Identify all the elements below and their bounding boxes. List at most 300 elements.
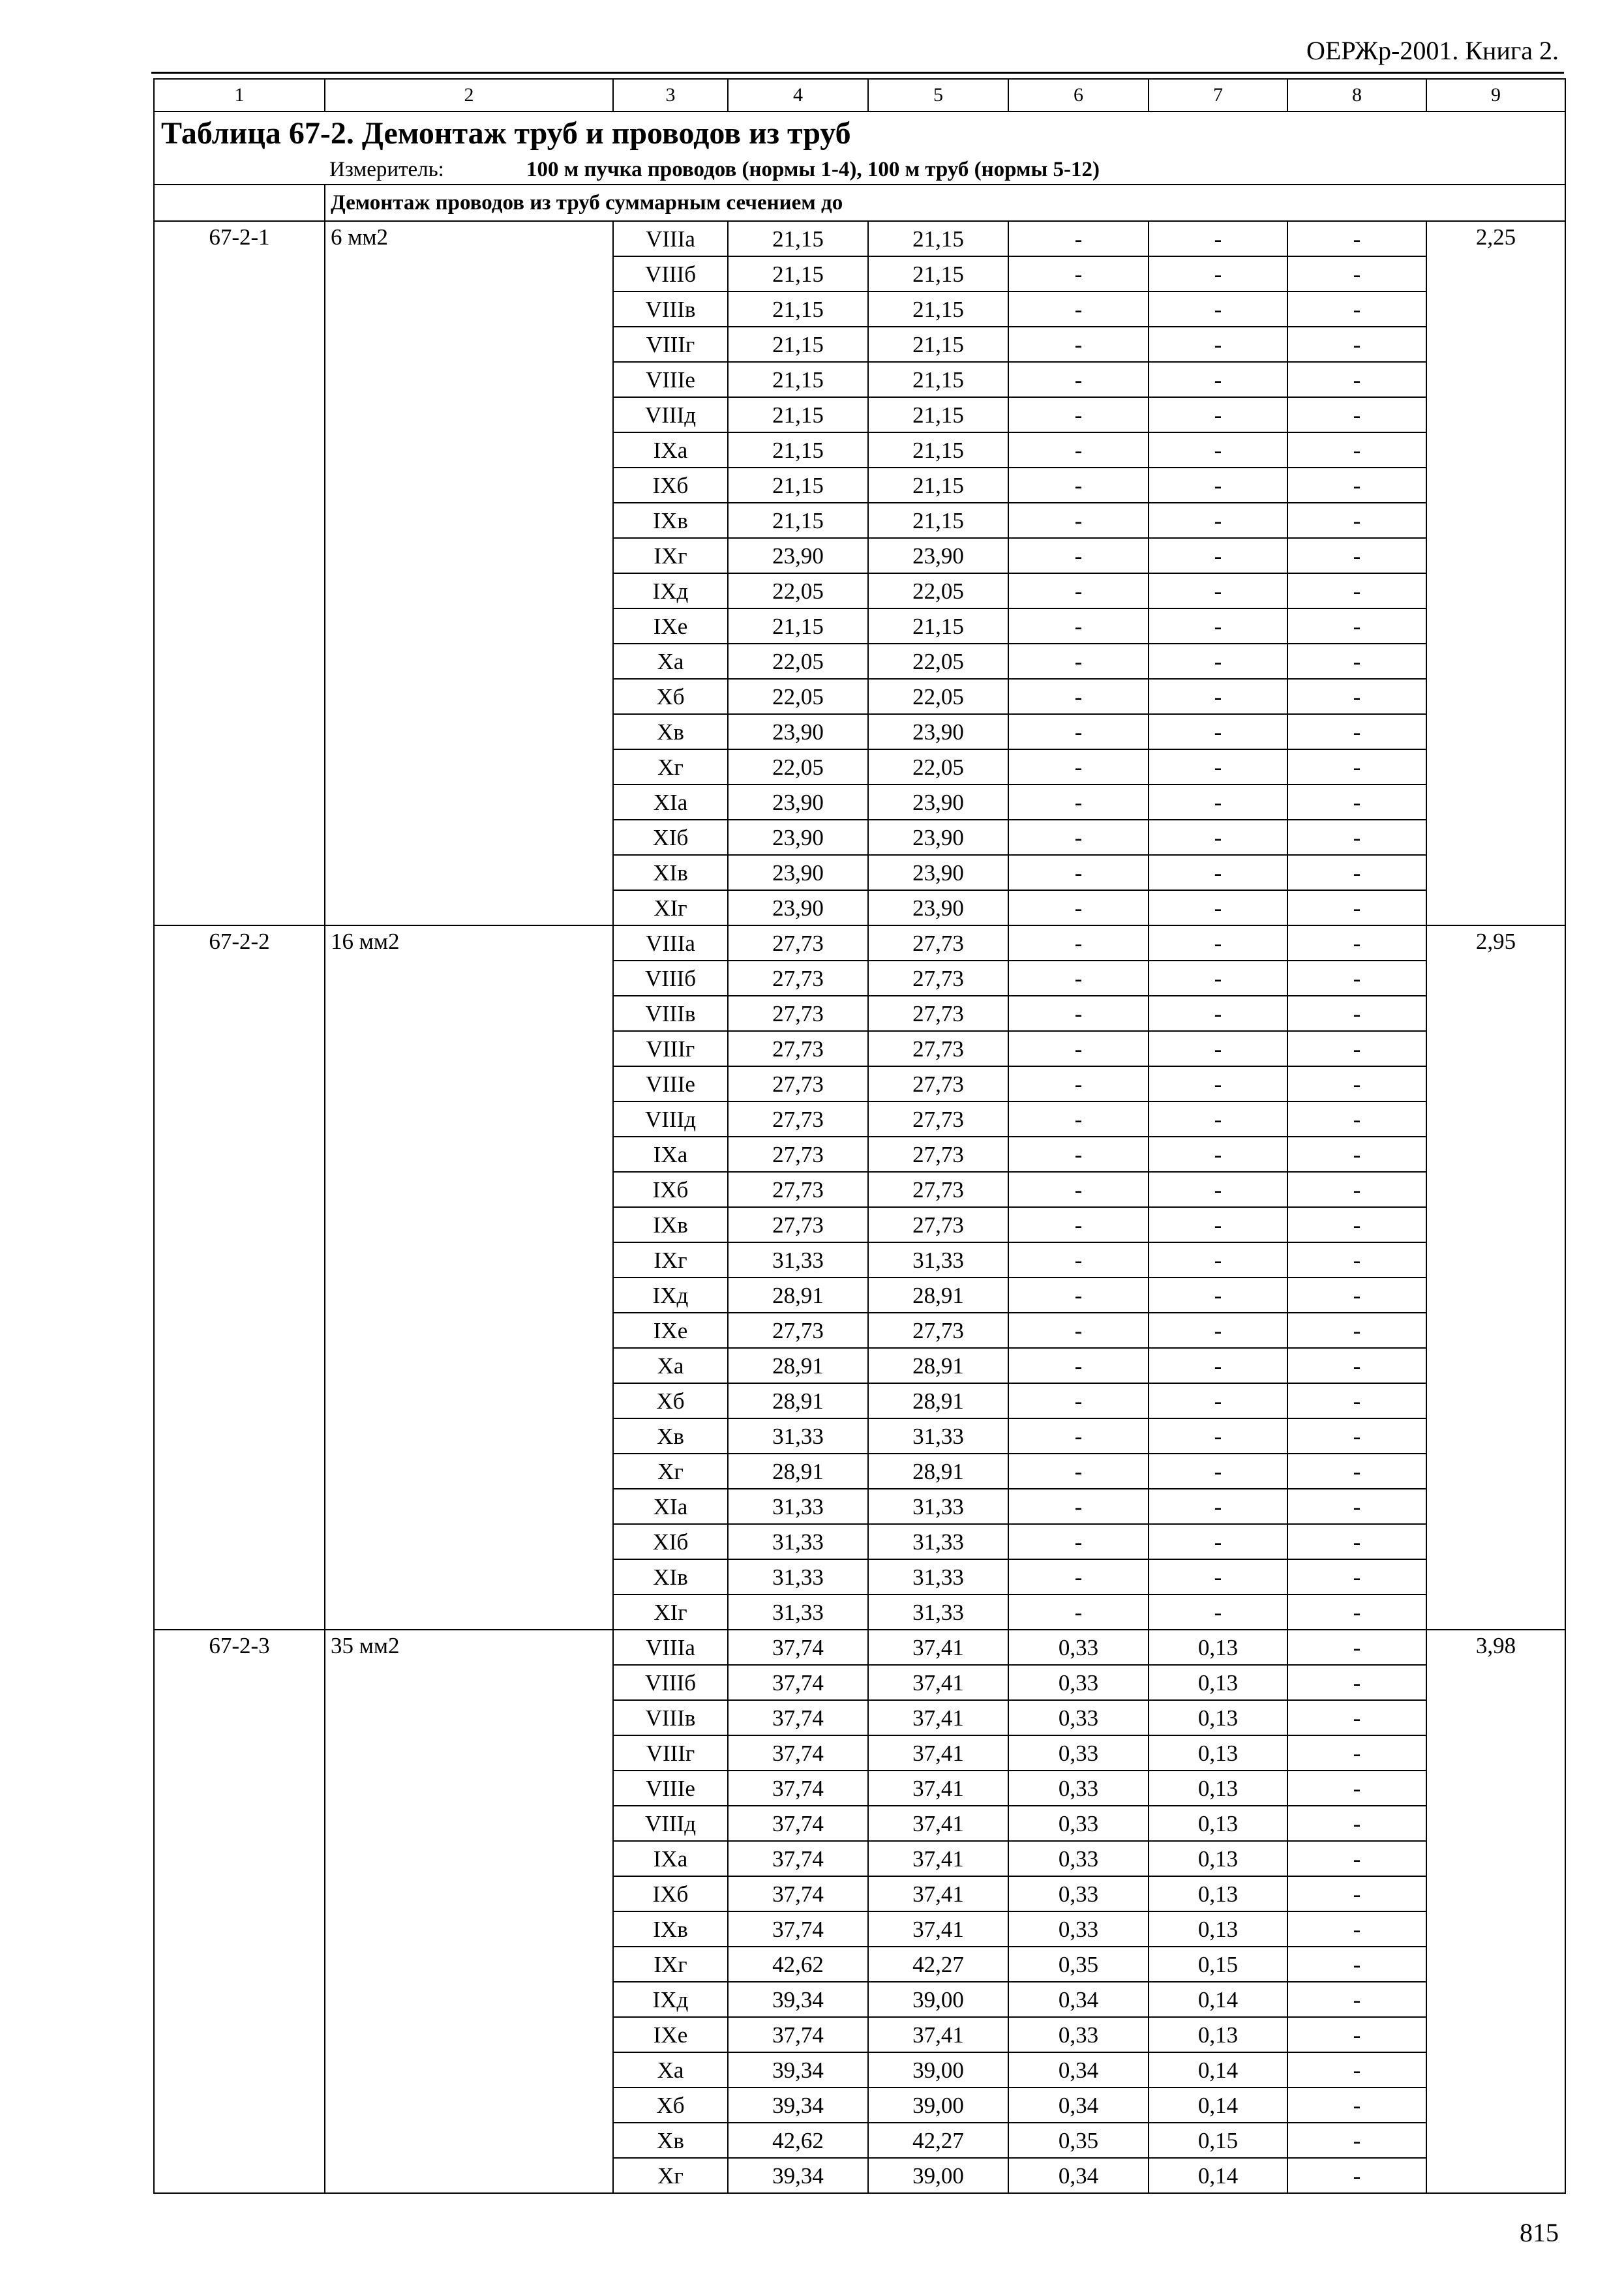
norms-table bbox=[153, 78, 1566, 2194]
table-cell: - bbox=[1149, 890, 1287, 925]
table-cell: - bbox=[1008, 256, 1149, 292]
table-cell: 22,05 bbox=[868, 644, 1008, 679]
table-cell: - bbox=[1149, 1524, 1287, 1559]
table-cell: 0,35 bbox=[1008, 2123, 1149, 2158]
table-cell: - bbox=[1287, 327, 1426, 362]
table-cell: 39,00 bbox=[868, 2158, 1008, 2193]
table-cell: IXг bbox=[613, 1947, 728, 1982]
table-cell: - bbox=[1287, 2087, 1426, 2123]
table-cell: - bbox=[1008, 1066, 1149, 1101]
table-cell: - bbox=[1287, 1313, 1426, 1348]
table-cell: 22,05 bbox=[868, 573, 1008, 608]
table-cell: IXд bbox=[613, 1982, 728, 2017]
table-cell: 21,15 bbox=[868, 362, 1008, 397]
column-number: 4 bbox=[728, 79, 868, 112]
table-cell: - bbox=[1008, 1207, 1149, 1242]
table-title: Таблица 67-2. Демонтаж труб и проводов из труб bbox=[154, 112, 1565, 155]
table-cell: - bbox=[1287, 1700, 1426, 1735]
table-cell: - bbox=[1149, 1101, 1287, 1137]
table-cell: 0,15 bbox=[1149, 2123, 1287, 2158]
table-cell: 42,62 bbox=[728, 2123, 868, 2158]
table-cell: 31,33 bbox=[868, 1524, 1008, 1559]
table-cell: 39,00 bbox=[868, 2052, 1008, 2087]
table-cell: - bbox=[1149, 432, 1287, 468]
table-cell: 0,33 bbox=[1008, 1806, 1149, 1841]
table-cell: 37,41 bbox=[868, 1735, 1008, 1771]
table-cell: - bbox=[1149, 1137, 1287, 1172]
table-cell: IXб bbox=[613, 1876, 728, 1911]
table-cell: - bbox=[1149, 221, 1287, 256]
table-cell: 39,00 bbox=[868, 1982, 1008, 2017]
table-cell: - bbox=[1008, 1031, 1149, 1066]
table-cell: 27,73 bbox=[728, 1313, 868, 1348]
table-cell: - bbox=[1149, 1559, 1287, 1594]
measure-label: Измеритель: bbox=[329, 157, 444, 181]
table-cell: 39,34 bbox=[728, 2087, 868, 2123]
table-cell: - bbox=[1008, 608, 1149, 644]
table-cell: 37,41 bbox=[868, 1911, 1008, 1947]
table-cell: - bbox=[1287, 1876, 1426, 1911]
norm-name: 6 мм2 bbox=[325, 221, 613, 925]
table-cell: - bbox=[1287, 1630, 1426, 1665]
table-cell: 23,90 bbox=[728, 890, 868, 925]
table-cell: 21,15 bbox=[728, 362, 868, 397]
table-cell: 37,74 bbox=[728, 1735, 868, 1771]
table-cell: 0,33 bbox=[1008, 1876, 1149, 1911]
table-cell: - bbox=[1008, 855, 1149, 890]
table-cell: 21,15 bbox=[868, 608, 1008, 644]
table-cell: - bbox=[1287, 1594, 1426, 1630]
table-cell: - bbox=[1149, 538, 1287, 573]
table-cell: - bbox=[1008, 1313, 1149, 1348]
table-cell: - bbox=[1287, 1137, 1426, 1172]
table-cell: - bbox=[1008, 432, 1149, 468]
norm-extra-value: 3,98 bbox=[1426, 1630, 1565, 2193]
table-cell: 21,15 bbox=[868, 221, 1008, 256]
table-cell: XIв bbox=[613, 1559, 728, 1594]
table-cell: 31,33 bbox=[728, 1418, 868, 1454]
table-cell: 28,91 bbox=[728, 1454, 868, 1489]
table-cell: - bbox=[1149, 961, 1287, 996]
table-cell: VIIIб bbox=[613, 1665, 728, 1700]
table-cell: VIIIв bbox=[613, 1700, 728, 1735]
measure-cell bbox=[154, 155, 1565, 185]
table-cell: - bbox=[1149, 327, 1287, 362]
table-cell: 0,14 bbox=[1149, 2087, 1287, 2123]
table-cell: IXе bbox=[613, 2017, 728, 2052]
table-cell: 37,74 bbox=[728, 1876, 868, 1911]
table-cell: - bbox=[1149, 1313, 1287, 1348]
table-cell: 27,73 bbox=[728, 1031, 868, 1066]
table-cell: VIIIе bbox=[613, 1066, 728, 1101]
norm-code: 67-2-1 bbox=[154, 221, 325, 925]
table-cell: - bbox=[1008, 679, 1149, 714]
table-cell: - bbox=[1149, 820, 1287, 855]
table-cell: 23,90 bbox=[728, 785, 868, 820]
table-cell: - bbox=[1008, 1172, 1149, 1207]
table-cell: IXе bbox=[613, 1313, 728, 1348]
table-cell: - bbox=[1149, 362, 1287, 397]
table-cell: - bbox=[1287, 468, 1426, 503]
table-cell: 21,15 bbox=[868, 327, 1008, 362]
table-cell: 27,73 bbox=[728, 961, 868, 996]
table-cell: 22,05 bbox=[868, 749, 1008, 785]
table-cell: 23,90 bbox=[868, 890, 1008, 925]
table-cell: - bbox=[1008, 221, 1149, 256]
table-cell: IXа bbox=[613, 432, 728, 468]
table-cell: - bbox=[1149, 1172, 1287, 1207]
table-cell: 0,33 bbox=[1008, 1911, 1149, 1947]
table-cell: - bbox=[1287, 820, 1426, 855]
table-row bbox=[154, 1630, 1565, 1665]
table-cell: 27,73 bbox=[868, 1101, 1008, 1137]
table-cell: 21,15 bbox=[728, 221, 868, 256]
table-cell: IXб bbox=[613, 468, 728, 503]
table-cell: - bbox=[1287, 1066, 1426, 1101]
column-number: 9 bbox=[1426, 79, 1565, 112]
table-cell: 28,91 bbox=[728, 1383, 868, 1418]
table-cell: IXв bbox=[613, 503, 728, 538]
table-cell: 0,34 bbox=[1008, 2052, 1149, 2087]
table-cell: IXа bbox=[613, 1841, 728, 1876]
table-cell: 27,73 bbox=[728, 1172, 868, 1207]
table-cell: - bbox=[1008, 1383, 1149, 1418]
table-cell: 22,05 bbox=[868, 679, 1008, 714]
table-cell: 22,05 bbox=[728, 573, 868, 608]
table-cell: - bbox=[1287, 1242, 1426, 1278]
table-cell: - bbox=[1149, 925, 1287, 961]
table-cell: 31,33 bbox=[868, 1418, 1008, 1454]
table-row bbox=[154, 221, 1565, 256]
table-cell: 39,00 bbox=[868, 2087, 1008, 2123]
table-cell: 31,33 bbox=[868, 1559, 1008, 1594]
table-cell: - bbox=[1287, 785, 1426, 820]
table-cell: 37,74 bbox=[728, 1841, 868, 1876]
table-cell: 0,13 bbox=[1149, 1630, 1287, 1665]
table-cell: 42,27 bbox=[868, 2123, 1008, 2158]
table-cell: - bbox=[1149, 608, 1287, 644]
norm-code: 67-2-2 bbox=[154, 925, 325, 1630]
table-cell: 37,41 bbox=[868, 2017, 1008, 2052]
table-cell: 0,13 bbox=[1149, 1771, 1287, 1806]
table-cell: - bbox=[1287, 2017, 1426, 2052]
table-cell: Xв bbox=[613, 1418, 728, 1454]
table-cell: 0,33 bbox=[1008, 1771, 1149, 1806]
table-cell: - bbox=[1287, 1418, 1426, 1454]
table-cell: 27,73 bbox=[868, 1313, 1008, 1348]
table-cell: - bbox=[1287, 397, 1426, 432]
table-cell: - bbox=[1287, 925, 1426, 961]
table-cell: - bbox=[1149, 996, 1287, 1031]
table-cell: Xв bbox=[613, 2123, 728, 2158]
table-cell: 28,91 bbox=[728, 1348, 868, 1383]
column-number: 8 bbox=[1287, 79, 1426, 112]
table-cell: - bbox=[1287, 2123, 1426, 2158]
table-cell: 37,74 bbox=[728, 1700, 868, 1735]
table-cell: 23,90 bbox=[728, 820, 868, 855]
table-cell: - bbox=[1149, 503, 1287, 538]
table-cell: - bbox=[1287, 1947, 1426, 1982]
table-cell: Xа bbox=[613, 1348, 728, 1383]
table-cell: Xг bbox=[613, 1454, 728, 1489]
table-cell: 28,91 bbox=[728, 1278, 868, 1313]
table-cell: VIIIа bbox=[613, 1630, 728, 1665]
column-number: 6 bbox=[1008, 79, 1149, 112]
table-cell: 27,73 bbox=[868, 961, 1008, 996]
table-cell: 0,13 bbox=[1149, 1735, 1287, 1771]
table-cell: 27,73 bbox=[868, 1031, 1008, 1066]
table-cell: - bbox=[1008, 785, 1149, 820]
table-cell: - bbox=[1287, 1735, 1426, 1771]
table-cell: 23,90 bbox=[868, 714, 1008, 749]
table-cell: - bbox=[1287, 608, 1426, 644]
table-cell: - bbox=[1287, 292, 1426, 327]
table-cell: - bbox=[1287, 1559, 1426, 1594]
table-cell: - bbox=[1008, 714, 1149, 749]
table-cell: 0,33 bbox=[1008, 1735, 1149, 1771]
table-cell: 37,41 bbox=[868, 1630, 1008, 1665]
table-cell: 21,15 bbox=[728, 292, 868, 327]
table-cell: - bbox=[1008, 961, 1149, 996]
table-cell: 21,15 bbox=[868, 292, 1008, 327]
table-cell: VIIIв bbox=[613, 292, 728, 327]
table-cell: - bbox=[1287, 2052, 1426, 2087]
table-cell: XIв bbox=[613, 855, 728, 890]
table-cell: 0,13 bbox=[1149, 2017, 1287, 2052]
column-number: 5 bbox=[868, 79, 1008, 112]
table-cell: 0,33 bbox=[1008, 1700, 1149, 1735]
table-cell: IXв bbox=[613, 1207, 728, 1242]
table-cell: Xг bbox=[613, 2158, 728, 2193]
section-row bbox=[154, 185, 1565, 221]
table-cell: 37,41 bbox=[868, 1806, 1008, 1841]
table-cell: IXд bbox=[613, 573, 728, 608]
table-cell: 28,91 bbox=[868, 1278, 1008, 1313]
table-cell: - bbox=[1008, 749, 1149, 785]
table-cell: - bbox=[1149, 256, 1287, 292]
table-cell: 21,15 bbox=[868, 432, 1008, 468]
table-cell: 27,73 bbox=[868, 1137, 1008, 1172]
table-cell: - bbox=[1287, 362, 1426, 397]
table-cell: - bbox=[1008, 1137, 1149, 1172]
table-cell: 22,05 bbox=[728, 679, 868, 714]
table-cell: - bbox=[1008, 1278, 1149, 1313]
table-cell: 27,73 bbox=[868, 1066, 1008, 1101]
table-cell: 0,33 bbox=[1008, 2017, 1149, 2052]
table-cell: VIIIе bbox=[613, 362, 728, 397]
table-cell: - bbox=[1287, 2158, 1426, 2193]
table-cell: - bbox=[1149, 1418, 1287, 1454]
table-cell: 27,73 bbox=[868, 1172, 1008, 1207]
table-cell: Xб bbox=[613, 679, 728, 714]
table-cell: - bbox=[1287, 644, 1426, 679]
table-cell: 0,14 bbox=[1149, 2052, 1287, 2087]
table-cell: 0,33 bbox=[1008, 1630, 1149, 1665]
table-cell: 27,73 bbox=[728, 925, 868, 961]
table-cell: 0,34 bbox=[1008, 2158, 1149, 2193]
table-cell: - bbox=[1008, 996, 1149, 1031]
table-cell: - bbox=[1287, 749, 1426, 785]
table-cell: 37,41 bbox=[868, 1700, 1008, 1735]
table-cell: 31,33 bbox=[728, 1242, 868, 1278]
table-cell: - bbox=[1149, 397, 1287, 432]
table-cell: 37,74 bbox=[728, 1630, 868, 1665]
table-cell: 37,41 bbox=[868, 1665, 1008, 1700]
table-cell: - bbox=[1287, 961, 1426, 996]
table-cell: - bbox=[1008, 890, 1149, 925]
norm-name: 16 мм2 bbox=[325, 925, 613, 1630]
table-cell: - bbox=[1149, 468, 1287, 503]
table-cell: 27,73 bbox=[868, 925, 1008, 961]
table-cell: - bbox=[1149, 714, 1287, 749]
table-cell: - bbox=[1287, 256, 1426, 292]
table-cell: XIб bbox=[613, 1524, 728, 1559]
table-cell: - bbox=[1149, 1383, 1287, 1418]
table-cell: - bbox=[1008, 327, 1149, 362]
table-cell: - bbox=[1008, 1418, 1149, 1454]
table-cell: 23,90 bbox=[728, 538, 868, 573]
table-cell: IXг bbox=[613, 538, 728, 573]
table-cell: VIIIд bbox=[613, 1101, 728, 1137]
table-cell: 27,73 bbox=[728, 996, 868, 1031]
table-cell: VIIIа bbox=[613, 221, 728, 256]
table-cell: XIа bbox=[613, 1489, 728, 1524]
table-cell: - bbox=[1008, 468, 1149, 503]
table-cell: - bbox=[1008, 503, 1149, 538]
table-cell: - bbox=[1149, 1594, 1287, 1630]
measure-row bbox=[154, 155, 1565, 185]
page-header: ОЕРЖр-2001. Книга 2. bbox=[1306, 36, 1559, 65]
table-cell: IXа bbox=[613, 1137, 728, 1172]
column-number: 3 bbox=[613, 79, 728, 112]
table-cell: VIIIд bbox=[613, 397, 728, 432]
table-cell: 0,15 bbox=[1149, 1947, 1287, 1982]
table-cell: 42,62 bbox=[728, 1947, 868, 1982]
table-cell: VIIIе bbox=[613, 1771, 728, 1806]
norm-extra-value: 2,25 bbox=[1426, 221, 1565, 925]
table-cell: 0,13 bbox=[1149, 1911, 1287, 1947]
table-cell: 0,13 bbox=[1149, 1700, 1287, 1735]
norm-name: 35 мм2 bbox=[325, 1630, 613, 2193]
table-cell: XIа bbox=[613, 785, 728, 820]
table-cell: 31,33 bbox=[728, 1489, 868, 1524]
table-cell: 39,34 bbox=[728, 2158, 868, 2193]
table-cell: 28,91 bbox=[868, 1454, 1008, 1489]
table-cell: IXе bbox=[613, 608, 728, 644]
table-cell: - bbox=[1008, 820, 1149, 855]
table-cell: - bbox=[1287, 1383, 1426, 1418]
table-cell: 42,27 bbox=[868, 1947, 1008, 1982]
table-cell: 22,05 bbox=[728, 644, 868, 679]
table-cell: - bbox=[1149, 1454, 1287, 1489]
table-cell: - bbox=[1149, 1242, 1287, 1278]
table-cell: Xб bbox=[613, 2087, 728, 2123]
table-cell: - bbox=[1287, 1278, 1426, 1313]
table-cell: 31,33 bbox=[868, 1594, 1008, 1630]
table-cell: - bbox=[1287, 1982, 1426, 2017]
table-cell: 37,74 bbox=[728, 2017, 868, 2052]
table-cell: XIг bbox=[613, 890, 728, 925]
table-cell: 0,13 bbox=[1149, 1876, 1287, 1911]
table-cell: 21,15 bbox=[728, 256, 868, 292]
table-cell: - bbox=[1149, 1278, 1287, 1313]
table-cell: 0,35 bbox=[1008, 1947, 1149, 1982]
column-number-row bbox=[154, 79, 1565, 112]
table-cell: 21,15 bbox=[868, 256, 1008, 292]
table-cell: 23,90 bbox=[868, 538, 1008, 573]
table-cell: - bbox=[1287, 221, 1426, 256]
table-cell: - bbox=[1008, 1348, 1149, 1383]
table-cell: 0,13 bbox=[1149, 1665, 1287, 1700]
column-number: 7 bbox=[1149, 79, 1287, 112]
table-cell: - bbox=[1008, 397, 1149, 432]
table-cell: 22,05 bbox=[728, 749, 868, 785]
table-cell: - bbox=[1008, 644, 1149, 679]
table-cell: Xа bbox=[613, 644, 728, 679]
table-cell: - bbox=[1287, 538, 1426, 573]
table-cell: - bbox=[1149, 644, 1287, 679]
table-cell: 39,34 bbox=[728, 2052, 868, 2087]
table-cell: - bbox=[1149, 1066, 1287, 1101]
table-cell: - bbox=[1287, 714, 1426, 749]
table-cell: 39,34 bbox=[728, 1982, 868, 2017]
table-cell: 31,33 bbox=[728, 1524, 868, 1559]
section-empty-cell bbox=[154, 185, 325, 221]
table-cell: 21,15 bbox=[728, 432, 868, 468]
table-cell: - bbox=[1287, 679, 1426, 714]
table-body bbox=[154, 79, 1565, 2193]
table-cell: 21,15 bbox=[728, 503, 868, 538]
table-cell: 31,33 bbox=[868, 1489, 1008, 1524]
table-cell: 31,33 bbox=[728, 1559, 868, 1594]
table-cell: - bbox=[1008, 573, 1149, 608]
table-cell: 23,90 bbox=[868, 855, 1008, 890]
table-cell: VIIIг bbox=[613, 1735, 728, 1771]
table-cell: 27,73 bbox=[868, 996, 1008, 1031]
table-cell: 21,15 bbox=[868, 468, 1008, 503]
table-cell: - bbox=[1008, 292, 1149, 327]
measure-value: 100 м пучка проводов (нормы 1-4), 100 м труб (нормы 5-12) bbox=[526, 157, 1100, 181]
table-cell: - bbox=[1287, 1172, 1426, 1207]
table-cell: - bbox=[1149, 679, 1287, 714]
table-cell: - bbox=[1149, 785, 1287, 820]
table-cell: - bbox=[1287, 573, 1426, 608]
norm-extra-value: 2,95 bbox=[1426, 925, 1565, 1630]
column-number: 1 bbox=[154, 79, 325, 112]
table-cell: VIIIг bbox=[613, 327, 728, 362]
table-cell: IXг bbox=[613, 1242, 728, 1278]
table-cell: - bbox=[1287, 1771, 1426, 1806]
table-cell: - bbox=[1287, 996, 1426, 1031]
table-cell: 27,73 bbox=[728, 1137, 868, 1172]
table-cell: 37,41 bbox=[868, 1876, 1008, 1911]
table-cell: - bbox=[1149, 855, 1287, 890]
table-cell: 0,34 bbox=[1008, 2087, 1149, 2123]
table-cell: - bbox=[1008, 925, 1149, 961]
table-cell: - bbox=[1287, 1841, 1426, 1876]
header-rule bbox=[151, 72, 1564, 74]
table-cell: 23,90 bbox=[868, 785, 1008, 820]
table-cell: Xг bbox=[613, 749, 728, 785]
table-cell: 21,15 bbox=[728, 327, 868, 362]
table-title-row bbox=[154, 112, 1565, 155]
table-cell: - bbox=[1008, 1489, 1149, 1524]
table-cell: IXд bbox=[613, 1278, 728, 1313]
table-cell: 37,41 bbox=[868, 1771, 1008, 1806]
table-cell: - bbox=[1287, 1207, 1426, 1242]
table-cell: - bbox=[1287, 855, 1426, 890]
table-cell: IXв bbox=[613, 1911, 728, 1947]
